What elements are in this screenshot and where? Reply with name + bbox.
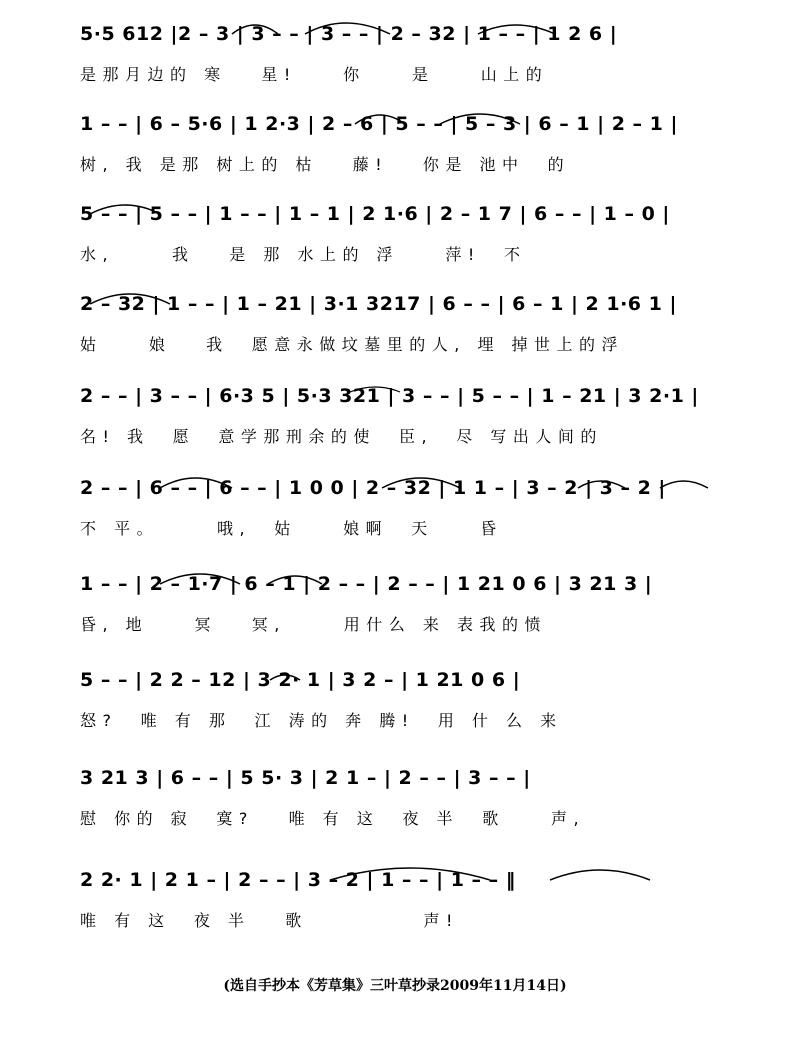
lyrics-line: 怒? 唯 有 那 江 涛的 奔 腾! 用 什 么 来 [80,711,563,730]
score-system-9 [0,758,790,848]
score-system-4 [0,284,790,374]
numbered-notation-line: 2 – 32 | 1 – – | 1 – 21 | 3·1 3217 | 6 – – | 6 – 1 | 2 1·6 1 | [80,293,677,315]
lyrics-line: 是那月边的 寒 星! 你 是 山上的 [80,65,549,84]
numbered-notation-line: 5 – – | 2 2 – 12 | 3 2· 1 | 3 2 – | 1 21 0 6 | [80,669,521,691]
numbered-notation-line: 2 2· 1 | 2 1 – | 2 – – | 3 – 2 | 1 – – | 1 – – ‖ [80,869,516,891]
score-system-3 [0,194,790,284]
score-system-8 [0,660,790,750]
score-system-10 [0,860,790,950]
lyrics-line: 名! 我 愿 意学那刑余的使 臣, 尽 写出人间的 [80,427,603,446]
lyrics-line: 唯 有 这 夜 半 歌 声! [80,911,459,930]
numbered-notation-line: 5 – – | 5 – – | 1 – – | 1 – 1 | 2 1·6 | 2 – 1 7 | 6 – – | 1 – 0 | [80,203,670,225]
score-system-6 [0,468,790,558]
lyrics-line: 树, 我 是那 树上的 枯 藤! 你是 池中 的 [80,155,571,174]
lyrics-line: 水, 我 是 那 水上的 浮 萍! 不 [80,245,527,264]
numbered-notation-line: 5·5 612 |2 – 3 | 3 – – | 3 – – | 2 – 32 | 1 – – | 1 2 6 | [80,23,618,45]
numbered-notation-line: 3 21 3 | 6 – – | 5 5· 3 | 2 1 – | 2 – – | 3 – – | [80,767,531,789]
numbered-notation-line: 1 – – | 2 – 1·7 | 6 – 1 | 2 – – | 2 – – | 1 21 0 6 | 3 21 3 | [80,573,653,595]
source-footnote: (选自手抄本《芳草集》三叶草抄录2009年11月14日) [223,978,567,994]
lyrics-line: 昏, 地 冥 冥, 用什么 来 表我的愤 [80,615,547,634]
lyrics-line: 慰 你的 寂 寞? 唯 有 这 夜 半 歌 声, [80,809,586,828]
numbered-notation-line: 2 – – | 3 – – | 6·3 5 | 5·3 321 | 3 – – | 5 – – | 1 – 21 | 3 2·1 | [80,385,699,407]
score-system-7 [0,564,790,654]
lyrics-line: 姑 娘 我 愿意永做坟墓里的人, 埋 掉世上的浮 [80,335,625,354]
score-system-1 [0,14,790,104]
score-system-2 [0,104,790,194]
lyrics-line: 不 平。 哦, 姑 娘啊 天 昏 [80,519,503,538]
numbered-notation-line: 1 – – | 6 – 5·6 | 1 2·3 | 2 – 6 | 5 – – | 5 – 3 | 6 – 1 | 2 – 1 | [80,113,678,135]
score-system-5 [0,376,790,466]
numbered-notation-line: 2 – – | 6 – – | 6 – – | 1 0 0 | 2 – 32 | 1 1 – | 3 – 2 | 3 – 2 | [80,477,666,499]
